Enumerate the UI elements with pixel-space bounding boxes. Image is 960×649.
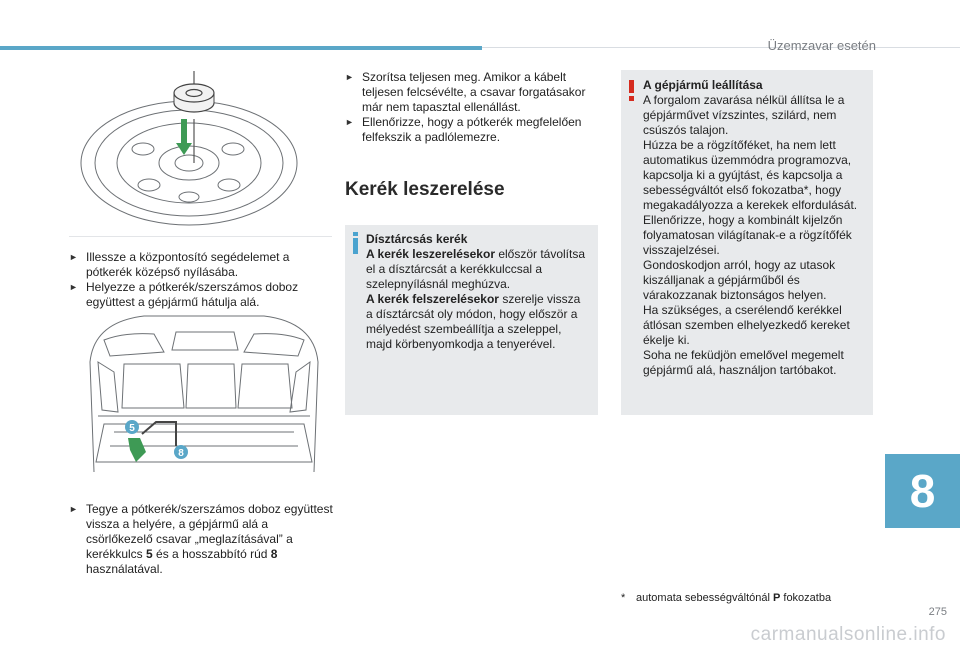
trunk-tool-figure <box>84 312 324 479</box>
info-paragraph: A kerék leszerelésekor először távolítsa el a dísztárcsát a kerékkulccsal a szelepnyílásnál meghúzva. <box>366 247 586 291</box>
warning-icon <box>628 80 636 102</box>
list-item: ► Illessze a központosító segédelemet a pótkerék középső nyílásába. <box>69 250 290 279</box>
bullet-icon: ► <box>345 72 354 82</box>
header-rule <box>482 47 960 48</box>
header-accent-bar <box>0 46 482 50</box>
list-item: ► Tegye a pótkerék/szerszámos doboz együttest vissza a helyére, a gépjármű alá a csörlőkezelő csavar „meglazításával” a kerékkulcs 5 és a hosszabbító rúd 8 használatával. <box>69 502 333 576</box>
page-number: 275 <box>928 606 947 618</box>
chapter-number-tab: 8 <box>885 454 960 528</box>
label-5: 5 <box>129 423 135 434</box>
list-item: ► Helyezze a pótkerék/szerszámos doboz együttest a gépjármű hátulja alá. <box>69 280 299 309</box>
bullet-icon: ► <box>69 252 78 262</box>
info-box-title: Dísztárcsás kerék <box>366 232 468 246</box>
label-8: 8 <box>178 448 184 459</box>
info-box <box>345 225 598 415</box>
warning-paragraph: Ellenőrizze, hogy a kombinált kijelzőn folyamatosan világítanak-e a rögzítőfék visszajelzései. <box>643 213 852 257</box>
watermark: carmanualsonline.info <box>750 624 946 645</box>
list-item: ► Szorítsa teljesen meg. Amikor a kábelt teljesen felcsévélte, a csavar forgatásakor már nem tapasztal ellenállást. <box>345 70 586 114</box>
stow-spare-instructions <box>69 502 337 577</box>
warning-paragraph: Soha ne feküdjön emelővel megemelt gépjármű alá, használjon tartóbakot. <box>643 348 844 377</box>
warning-box-title: A gépjármű leállítása <box>643 78 763 92</box>
warning-paragraph: Húzza be a rögzítőféket, ha nem lett automatikus üzemmódra programozva, kapcsolja ki a gyújtást, és kapcsolja a sebességváltót első fokozatba*, hogy megakadályozza a kerekek elfordulását. <box>643 138 858 212</box>
bullet-icon: ► <box>69 504 78 514</box>
warning-paragraph: Gondoskodjon arról, hogy az utasok kiszálljanak a gépjárműből és várakozzanak biztonságos helyen. <box>643 258 836 302</box>
info-paragraph: A kerék felszerelésekor szerelje vissza a dísztárcsát oly módon, hogy először a mélyedést szembeállítja a szeleppel, majd körbenyomkodja a tenyerével. <box>366 292 581 351</box>
fit-spare-instructions <box>69 250 337 310</box>
chapter-title: Üzemzavar esetén <box>767 38 876 53</box>
warning-box <box>621 70 873 415</box>
footnote: * automata sebességváltónál P fokozatba <box>621 592 832 604</box>
bullet-icon: ► <box>345 117 354 127</box>
warning-paragraph: A forgalom zavarása nélkül állítsa le a gépjárművet vízszintes, szilárd, nem csúszós talajon. <box>643 93 845 137</box>
list-item: ► Ellenőrizze, hogy a pótkerék megfelelően felfekszik a padlólemezre. <box>345 115 582 144</box>
section-title: Kerék leszerelése <box>345 179 505 200</box>
spare-wheel-figure <box>69 63 332 237</box>
info-icon <box>351 232 361 254</box>
bullet-icon: ► <box>69 282 78 292</box>
tighten-instructions <box>345 70 600 145</box>
warning-paragraph: Ha szükséges, a cserélendő kerékkel átlósan szemben elhelyezkedő kereket ékelje ki. <box>643 303 850 347</box>
